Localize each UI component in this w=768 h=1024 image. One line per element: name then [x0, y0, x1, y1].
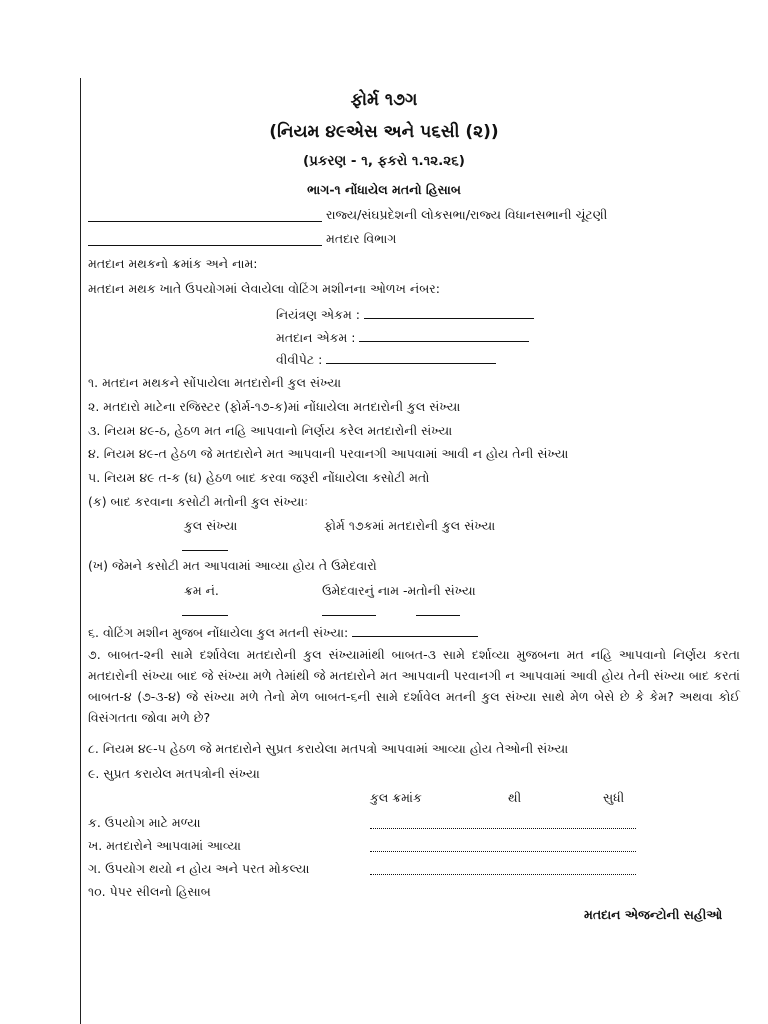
item-5a-total-label: કુલ સંખ્યા — [184, 518, 238, 533]
table-row-issued: ખ. મતદારોને આપવામાં આવ્યા — [88, 838, 241, 853]
constituency-label: મતદાર વિભાગ — [326, 231, 397, 246]
item-5b-serial-label: ક્રમ નં. — [184, 583, 219, 598]
item-6-blank — [352, 623, 478, 637]
table-header-to: સુધી — [603, 790, 625, 805]
form-title: ફોર્મ ૧૭ગ — [350, 90, 418, 110]
item-5b-votes-blank — [416, 615, 460, 616]
rules-subtitle: (નિયમ ૪૯એસ અને ૫૬સી (૨)) — [269, 122, 499, 142]
item-5a: (ક) બાદ કરવાના કસોટી મતોની કુલ સંખ્યાઃ — [88, 494, 308, 509]
polling-agents-signatures: મતદાન એજન્ટોની સહીઓ — [584, 907, 723, 922]
item-5b-candidate-label: ઉમેદવારનું નામ -મતોની સંખ્યા — [322, 583, 476, 598]
table-row-received-dots — [370, 815, 636, 833]
part-heading: ભાગ-૧ નોંધાયેલ મતનો હિસાબ — [307, 182, 461, 197]
item-8: ૮. નિયમ ૪૯-૫ હેઠળ જે મતદારોને સુપ્રત કરાયેલા મતપત્રો આપવામાં આવ્યા હોય તેઓની સંખ્યા — [88, 741, 569, 756]
item-5a-form17a-label: ફોર્મ ૧૭કમાં મતદારોની કુલ સંખ્યા — [324, 518, 496, 533]
constituency-blank — [88, 245, 322, 246]
vvpat-label: વીવીપેટ : — [276, 352, 323, 367]
control-unit-row — [276, 305, 534, 323]
table-header-from: થી — [508, 790, 522, 805]
vvpat-row — [276, 350, 496, 368]
table-row-returned: ગ. ઉપયોગ થયો ન હોય અને પરત મોકલ્યા — [88, 861, 310, 876]
item-3: ૩. નિયમ ૪૯-ઠ, હેઠળ મત નહિ આપવાનો નિર્ણય કરેલ મતદારોની સંખ્યા — [88, 423, 453, 438]
item-6: ૬. વોટિંગ મશીન મુજબ નોંધાયેલા કુલ મતની સંખ્યા: — [88, 625, 349, 640]
item-6-row — [88, 623, 478, 641]
election-label: રાજ્ય/સંઘપ્રદેશની લોકસભા/રાજ્ય વિધાનસભાની ચૂંટણી — [326, 207, 608, 222]
table-row-returned-dots — [370, 861, 636, 879]
ballot-unit-blank — [359, 328, 529, 342]
voting-machine-label: મતદાન મથક ખાતે ઉપયોગમાં લેવાયેલા વોટિંગ મશીનના ઓળખ નંબર: — [88, 281, 440, 296]
item-5a-blank — [182, 550, 228, 551]
election-blank — [88, 221, 322, 222]
item-5b-serial-blank — [182, 615, 228, 616]
item-4: ૪. નિયમ ૪૯-ત હેઠળ જે મતદારોને મત આપવાની પરવાનગી આપવામાં આવી ન હોય તેની સંખ્યા — [88, 446, 569, 461]
item-2: ૨. મતદારો માટેના રજિસ્ટર (ફોર્મ-૧૭-ક)માં નોંધાયેલા મતદારોની કુલ સંખ્યા — [88, 399, 461, 414]
table-header-total-serial: કુલ ક્રમાંક — [370, 790, 422, 805]
item-5b: (ખ) જેમને કસોટી મત આપવામાં આવ્યા હોય તે ઉમેદવારો — [88, 558, 377, 573]
ballot-unit-label: મતદાન એકમ : — [276, 330, 356, 345]
item-9: ૯. સુપ્રત કરાયેલ મતપત્રોની સંખ્યા — [88, 766, 260, 781]
polling-station-label: મતદાન મથકનો ક્રમાંક અને નામ: — [88, 256, 258, 271]
item-7: ૭. બાબત-૨ની સામે દર્શાવેલા મતદારોની કુલ સંખ્યામાંથી બાબત-૩ સામે દર્શાવ્યા મુજબના મત નહિ આપવાનો નિર્ણય કરતા મતદારોની સંખ્યા બાદ જે સંખ્યા મળે તેમાંથી જે મતદારોને મત આપવાની પરવાનગી ન આપવામાં આવી હોય તેની સંખ્યા બાદ કરતાં બાબત-૪ (૭-૩-૪) જે સંખ્યા મળે તેનો મેળ બાબત-૬ની સામે દર્શાવેલ મતની કુલ સંખ્યા સાથે મેળ બેસે છે કે કેમ? અથવા કોઈ વિસંગતતા જોવા મળે છે? — [88, 647, 740, 725]
control-unit-blank — [364, 305, 534, 319]
item-5b-candidate-blank — [322, 615, 376, 616]
ballot-unit-row — [276, 328, 529, 346]
item-5: ૫. નિયમ ૪૯ ત-ક (ઘ) હેઠળ બાદ કરવા જરૂરી નોંધાયેલા કસોટી મતો — [88, 470, 430, 485]
left-margin-rule — [80, 78, 81, 1024]
control-unit-label: નિયંત્રણ એકમ : — [276, 307, 360, 322]
table-row-issued-dots — [370, 838, 636, 856]
vvpat-blank — [326, 350, 496, 364]
item-1: ૧. મતદાન મથકને સોંપાયેલા મતદારોની કુલ સંખ્યા — [88, 375, 342, 390]
table-row-received: ક. ઉપયોગ માટે મળ્યા — [88, 815, 201, 830]
chapter-reference: (પ્રકરણ - ૧, ફકરો ૧.૧૨.૨૬) — [303, 153, 465, 169]
item-10: ૧૦. પેપર સીલનો હિસાબ — [88, 884, 211, 899]
